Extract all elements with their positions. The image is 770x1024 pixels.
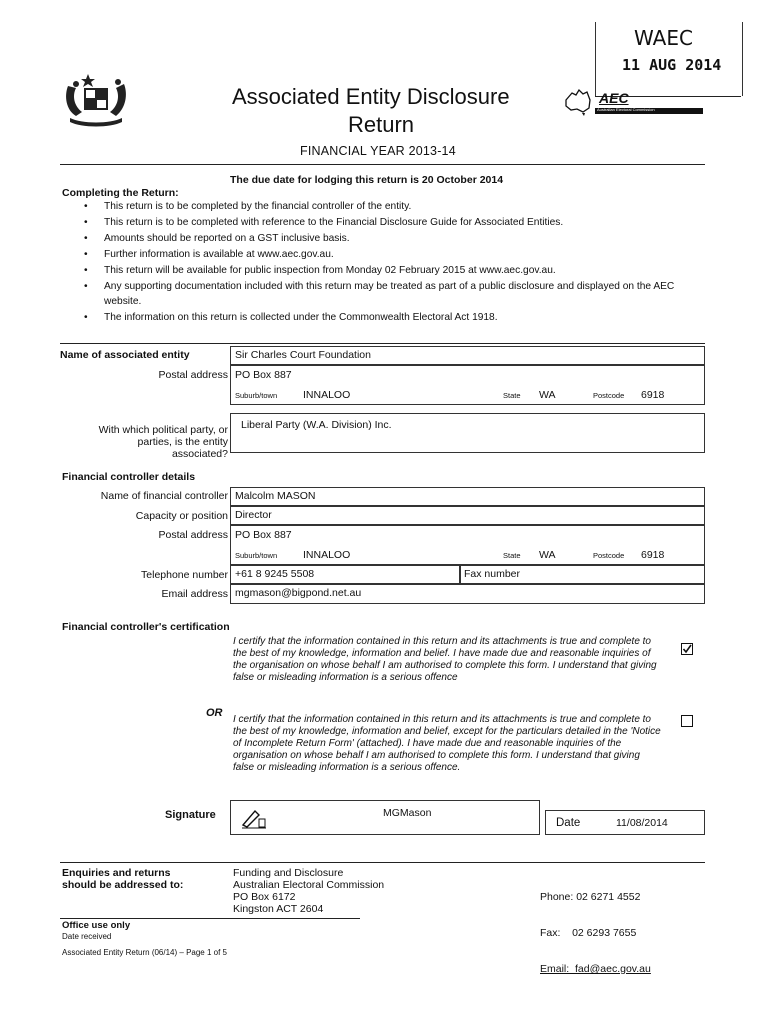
controller-name-value: Malcolm MASON xyxy=(235,490,316,502)
party-field[interactable] xyxy=(230,413,705,453)
date-received-label: Date received xyxy=(62,932,112,941)
fax-field[interactable] xyxy=(460,565,705,584)
page-note: Associated Entity Return (06/14) – Page 1 of 5 xyxy=(62,948,227,957)
postcode-label: Postcode xyxy=(593,551,625,560)
stamp-org: WAEC xyxy=(634,26,693,50)
aec-fax: Fax: 02 6293 7655 xyxy=(540,927,637,939)
controller-postcode-value: 6918 xyxy=(641,549,665,561)
list-item: • This return is to be completed with reference to the Financial Disclosure Guide for Associated Entities. xyxy=(80,215,680,230)
controller-postal-field[interactable] xyxy=(230,525,705,565)
entity-postal-field[interactable] xyxy=(230,365,705,405)
postcode-label: Postcode xyxy=(593,391,625,400)
date-label: Date xyxy=(556,817,581,829)
office-use-label: Office use only xyxy=(62,920,131,931)
entity-name-value: Sir Charles Court Foundation xyxy=(235,349,371,361)
list-item: • Amounts should be reported on a GST inclusive basis. xyxy=(80,231,680,246)
checkmark-icon xyxy=(682,644,692,654)
list-item: • Further information is available at www.aec.gov.au. xyxy=(80,247,680,262)
phone-value: +61 8 9245 5508 xyxy=(235,568,315,580)
signature-value: MGMason xyxy=(383,807,432,819)
aec-phone: Phone: 02 6271 4552 xyxy=(540,891,641,903)
controller-postal-label: Postal address xyxy=(158,529,228,541)
state-label: State xyxy=(503,391,521,400)
stamp-date: 11 AUG 2014 xyxy=(622,56,722,74)
suburb-label: Suburb/town xyxy=(235,551,278,560)
entity-postal-value: PO Box 887 xyxy=(235,369,292,381)
controller-name-label: Name of financial controller xyxy=(100,490,228,502)
aec-logo-subtext: Australian Electoral Commission xyxy=(597,107,655,112)
controller-heading: Financial controller details xyxy=(62,471,196,483)
controller-state-value: WA xyxy=(539,549,556,561)
certification-option-2: I certify that the information contained in this return and its attachments is true and complete to the best of my knowledge, information and belief, except for the particulars detailed in the 'Notice of Incomplete Return Form' (attached). I have made due and reasonable inquiries of the organisation on whose behalf I am authorised to complete this form. I understand that giving false or misleading information is a serious offence. xyxy=(233,714,661,773)
list-item: • Any supporting documentation included with this return may be treated as part of a public disclosure and displayed on the AEC website. xyxy=(80,279,680,309)
list-item: • The information on this return is collected under the Commonwealth Electoral Act 1918. xyxy=(80,310,680,325)
form-title: Associated Entity Disclosure xyxy=(232,84,510,109)
controller-postal-value: PO Box 887 xyxy=(235,529,292,541)
email-label: Email address xyxy=(161,588,228,600)
list-item: • This return will be available for public inspection from Monday 02 February 2015 at www.aec.gov.au. xyxy=(80,263,680,278)
instructions-list xyxy=(80,199,680,326)
list-item: • This return is to be completed by the financial controller of the entity. xyxy=(80,199,680,214)
entity-name-label: Name of associated entity xyxy=(60,349,190,361)
email-value: mgmason@bigpond.net.au xyxy=(235,587,362,599)
phone-field[interactable] xyxy=(230,565,460,584)
state-label: State xyxy=(503,551,521,560)
coat-of-arms-icon xyxy=(62,72,130,130)
date-value: 11/08/2014 xyxy=(616,817,668,829)
capacity-value: Director xyxy=(235,509,272,521)
capacity-label: Capacity or position xyxy=(135,510,228,522)
suburb-label: Suburb/town xyxy=(235,391,278,400)
enquiries-label: Enquiries and returns should be addressed to: xyxy=(62,867,184,891)
aec-email-link[interactable]: Email: fad@aec.gov.au xyxy=(540,963,651,975)
signature-field[interactable] xyxy=(230,800,540,835)
aec-logo xyxy=(563,88,713,122)
or-label: OR xyxy=(206,707,223,719)
entity-postcode-value: 6918 xyxy=(641,389,665,401)
entity-postal-label: Postal address xyxy=(158,369,228,381)
controller-suburb-value: INNALOO xyxy=(303,549,351,561)
capacity-field[interactable] xyxy=(230,506,705,525)
certification-heading: Financial controller's certification xyxy=(62,621,230,633)
financial-year: FINANCIAL YEAR 2013-14 xyxy=(300,144,456,158)
australia-map-icon xyxy=(563,88,593,116)
entity-name-field[interactable] xyxy=(230,346,705,365)
party-value: Liberal Party (W.A. Division) Inc. xyxy=(241,419,392,431)
received-stamp xyxy=(595,22,743,96)
aec-address: Funding and Disclosure Australian Electoral Commission PO Box 6172 Kingston ACT 2604 xyxy=(233,867,385,915)
completing-heading: Completing the Return: xyxy=(62,187,179,199)
certification-option-1: I certify that the information contained in this return and its attachments is true and complete to the best of my knowledge, information and belief. I have made due and reasonable inquiries of the organisation on whose behalf I am authorised to complete this form. I understand that giving false or misleading information is a serious offence xyxy=(233,636,657,683)
form-title-line2: Return xyxy=(348,112,415,137)
entity-state-value: WA xyxy=(539,389,556,401)
signature-label: Signature xyxy=(165,809,216,821)
fax-label: Fax number xyxy=(464,568,521,580)
certification-option-2-checkbox[interactable] xyxy=(681,715,693,727)
entity-suburb-value: INNALOO xyxy=(303,389,351,401)
party-label: With which political party, or parties, is the entity associated? xyxy=(98,424,228,460)
due-date-notice: The due date for lodging this return is 20 October 2014 xyxy=(230,174,504,186)
date-field[interactable] xyxy=(545,810,705,835)
aec-contact xyxy=(540,867,651,987)
certification-option-1-checkbox[interactable] xyxy=(681,643,693,655)
pen-signature-icon xyxy=(241,807,267,829)
email-field[interactable] xyxy=(230,584,705,604)
aec-logo-text: AEC xyxy=(599,90,629,106)
controller-name-field[interactable] xyxy=(230,487,705,506)
phone-label: Telephone number xyxy=(141,569,228,581)
